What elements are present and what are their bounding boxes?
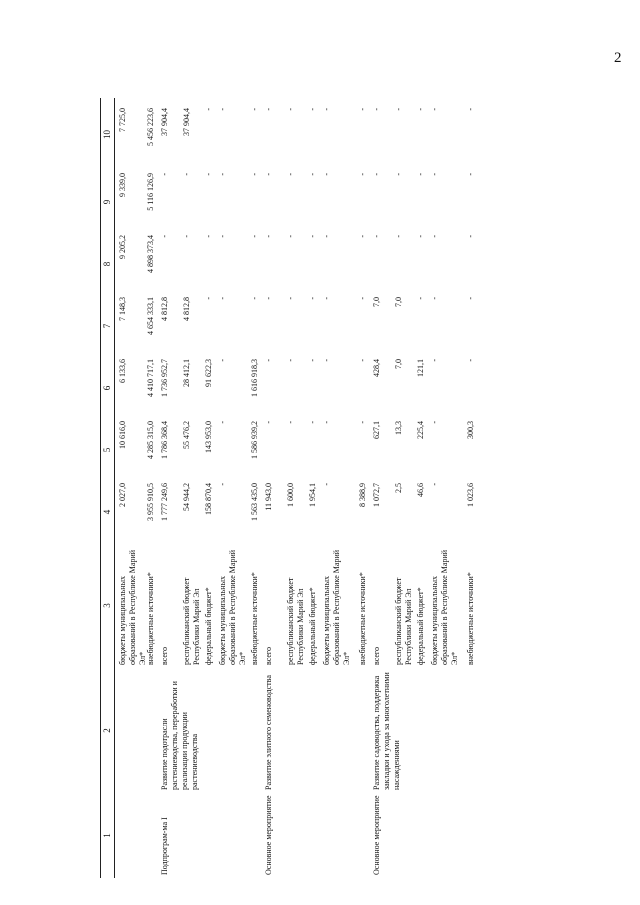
header-bottom-border [114,98,115,878]
row-3-val-10: 37 904,4 [182,108,191,136]
row-10-val-10: - [322,108,331,111]
row-12-val-4: 1 072,7 [372,483,381,507]
row-3-val-9: - [182,173,191,176]
row-0-val-6: 6 133,6 [118,359,127,383]
row-16-val-7: - [466,297,475,300]
row-16-val-10: - [466,108,475,111]
row-5-val-8: - [218,235,227,238]
row-14-val-7: - [416,297,425,300]
col-header-5: 5 [102,447,112,453]
row-2-val-9: - [160,173,169,176]
row-7-source: всего [264,646,273,665]
row-7-val-8: - [264,235,273,238]
row-9-val-8: - [308,235,317,238]
row-5-val-10: - [218,108,227,111]
row-12-val-7: 7,0 [372,297,381,307]
row-15-val-4: - [430,483,439,486]
row-9-source: федеральный бюджет* [308,587,317,665]
row-4-val-8: - [204,235,213,238]
row-11-val-10: - [358,108,367,111]
row-0-val-8: 9 205,2 [118,235,127,259]
row-14-val-10: - [416,108,425,111]
row-5-val-9: - [218,173,227,176]
row-0-source: бюджеты муниципальных образований в Республике Марий Эл* [118,549,147,665]
row-10-val-8: - [322,235,331,238]
row-3-val-4: 54 944,2 [182,483,191,511]
row-5-val-7: - [218,297,227,300]
row-13-val-4: 2,5 [394,483,403,493]
row-16-val-6: - [466,359,475,362]
row-9-val-4: 1 954,1 [308,483,317,507]
row-12-title: Развитие садоводства, поддержка закладки и ухода за многолетними насаждениями [372,672,401,790]
col-header-10: 10 [102,130,112,139]
row-12-val-9: - [372,173,381,176]
row-1-val-9: 5 116 126,9 [146,173,155,211]
row-6-val-7: - [250,297,259,300]
row-10-val-5: - [322,421,331,424]
row-16-val-8: - [466,235,475,238]
row-13-val-7: 7,0 [394,297,403,307]
row-9-val-6: - [308,359,317,362]
row-12-val-6: 428,4 [372,359,381,377]
row-2-val-5: 1 786 368,4 [160,421,169,459]
row-7-val-9: - [264,173,273,176]
row-4-val-4: 158 870,4 [204,483,213,515]
row-13-val-9: - [394,173,403,176]
row-16-val-9: - [466,173,475,176]
row-9-val-5: - [308,421,317,424]
row-15-val-6: - [430,359,439,362]
row-14-val-6: 121,1 [416,359,425,377]
row-6-val-8: - [250,235,259,238]
row-2-source: всего [160,646,169,665]
row-1-val-5: 4 285 315,0 [146,421,155,459]
row-4-source: федеральный бюджет* [204,587,213,665]
row-15-source: бюджеты муниципальных образований в Республике Марий Эл* [430,549,459,665]
row-4-val-10: - [204,108,213,111]
row-3-val-5: 55 476,2 [182,421,191,449]
col-header-4: 4 [102,509,112,515]
row-11-val-4: 8 388,9 [358,483,367,507]
row-5-val-5: - [218,421,227,424]
row-15-val-9: - [430,173,439,176]
row-6-val-5: 1 586 939,2 [250,421,259,459]
row-11-source: внебюджетные источники* [358,572,367,665]
row-0-val-5: 10 616,0 [118,421,127,449]
row-7-val-5: - [264,421,273,424]
row-2-val-4: 1 777 249,6 [160,483,169,521]
col-header-1: 1 [102,833,112,838]
row-4-val-9: - [204,173,213,176]
row-15-val-10: - [430,108,439,111]
row-7-val-6: - [264,359,273,362]
row-11-val-7: - [358,297,367,300]
row-11-val-9: - [358,173,367,176]
row-12-val-8: - [372,235,381,238]
row-6-val-10: - [250,108,259,111]
row-2-section: Подпрограм-ма I [160,817,169,875]
row-1-val-7: 4 654 333,1 [146,297,155,335]
row-8-val-4: 1 600,0 [286,483,295,507]
row-8-val-9: - [286,173,295,176]
row-14-val-9: - [416,173,425,176]
row-1-source: внебюджетные источники* [146,572,155,665]
row-11-val-5: - [358,421,367,424]
row-0-val-4: 2 027,0 [118,483,127,507]
row-2-val-7: 4 812,8 [160,297,169,321]
row-1-val-6: 4 410 717,1 [146,359,155,397]
row-15-val-8: - [430,235,439,238]
row-3-val-7: 4 812,8 [182,297,191,321]
row-0-val-9: 9 339,0 [118,173,127,197]
col-header-8: 8 [102,261,112,267]
row-3-val-8: - [182,235,191,238]
row-10-val-6: - [322,359,331,362]
row-13-val-6: 7,0 [394,359,403,369]
row-8-val-5: - [286,421,295,424]
row-9-val-9: - [308,173,317,176]
row-2-val-6: 1 736 952,7 [160,359,169,397]
row-2-title: Развитие подотрасли растениеводства, переработки и реализации продукции растениеводства [160,681,199,790]
row-4-val-5: 143 953,0 [204,421,213,453]
row-14-source: федеральный бюджет* [416,587,425,665]
row-8-val-10: - [286,108,295,111]
col-header-9: 9 [102,199,112,205]
row-12-source: всего [372,646,381,665]
row-14-val-5: 225,4 [416,421,425,439]
col-header-6: 6 [102,385,112,391]
row-16-val-5: 300,3 [466,421,475,439]
row-13-val-10: - [394,108,403,111]
row-5-val-4: - [218,483,227,486]
row-0-val-10: 7 725,0 [118,108,127,132]
row-14-val-8: - [416,235,425,238]
row-5-val-6: - [218,359,227,362]
row-4-val-6: 91 622,3 [204,359,213,387]
row-5-source: бюджеты муниципальных образований в Республике Марий Эл* [218,549,247,665]
row-6-val-6: 1 616 918,3 [250,359,259,397]
row-13-source: республиканский бюджет Республики Марий Эл [394,577,413,665]
row-3-val-6: 28 412,1 [182,359,191,387]
row-1-val-4: 3 955 910,5 [146,483,155,521]
row-6-source: внебюджетные источники* [250,572,259,665]
row-9-val-7: - [308,297,317,300]
row-8-val-6: - [286,359,295,362]
row-7-val-7: - [264,297,273,300]
row-14-val-4: 46,6 [416,483,425,497]
row-7-section: Основное мероприятие [264,795,273,875]
col-header-7: 7 [102,323,112,329]
col-header-2: 2 [102,728,112,733]
row-2-val-10: 37 904,4 [160,108,169,136]
row-10-val-9: - [322,173,331,176]
row-1-val-10: 5 456 223,6 [146,108,155,146]
row-12-val-5: 627,1 [372,421,381,439]
row-15-val-5: - [430,421,439,424]
rotated-table [100,38,560,878]
row-11-val-6: - [358,359,367,362]
row-9-val-10: - [308,108,317,111]
row-8-val-7: - [286,297,295,300]
row-0-val-7: 7 148,3 [118,297,127,321]
row-6-val-9: - [250,173,259,176]
row-2-val-8: - [160,235,169,238]
row-16-val-4: 1 023,6 [466,483,475,507]
page-number: 2 [614,50,622,66]
row-7-val-4: 11 943,0 [264,483,273,511]
row-3-source: республиканский бюджет Республики Марий Эл [182,577,201,665]
row-16-source: внебюджетные источники* [466,572,475,665]
row-15-val-7: - [430,297,439,300]
row-10-val-7: - [322,297,331,300]
row-12-section: Основное мероприятие [372,795,381,875]
row-11-val-8: - [358,235,367,238]
row-8-source: республиканский бюджет Республики Марий Эл [286,577,305,665]
row-1-val-8: 4 898 373,4 [146,235,155,273]
row-6-val-4: 1 563 435,0 [250,483,259,521]
row-13-val-5: 13,3 [394,421,403,435]
row-10-source: бюджеты муниципальных образований в Республике Марий Эл* [322,549,351,665]
col-header-3: 3 [102,603,112,608]
row-7-val-10: - [264,108,273,111]
row-8-val-8: - [286,235,295,238]
row-4-val-7: - [204,297,213,300]
row-10-val-4: - [322,483,331,486]
row-13-val-8: - [394,235,403,238]
row-7-title: Развитие элитного семеноводства [264,675,273,790]
row-12-val-10: - [372,108,381,111]
